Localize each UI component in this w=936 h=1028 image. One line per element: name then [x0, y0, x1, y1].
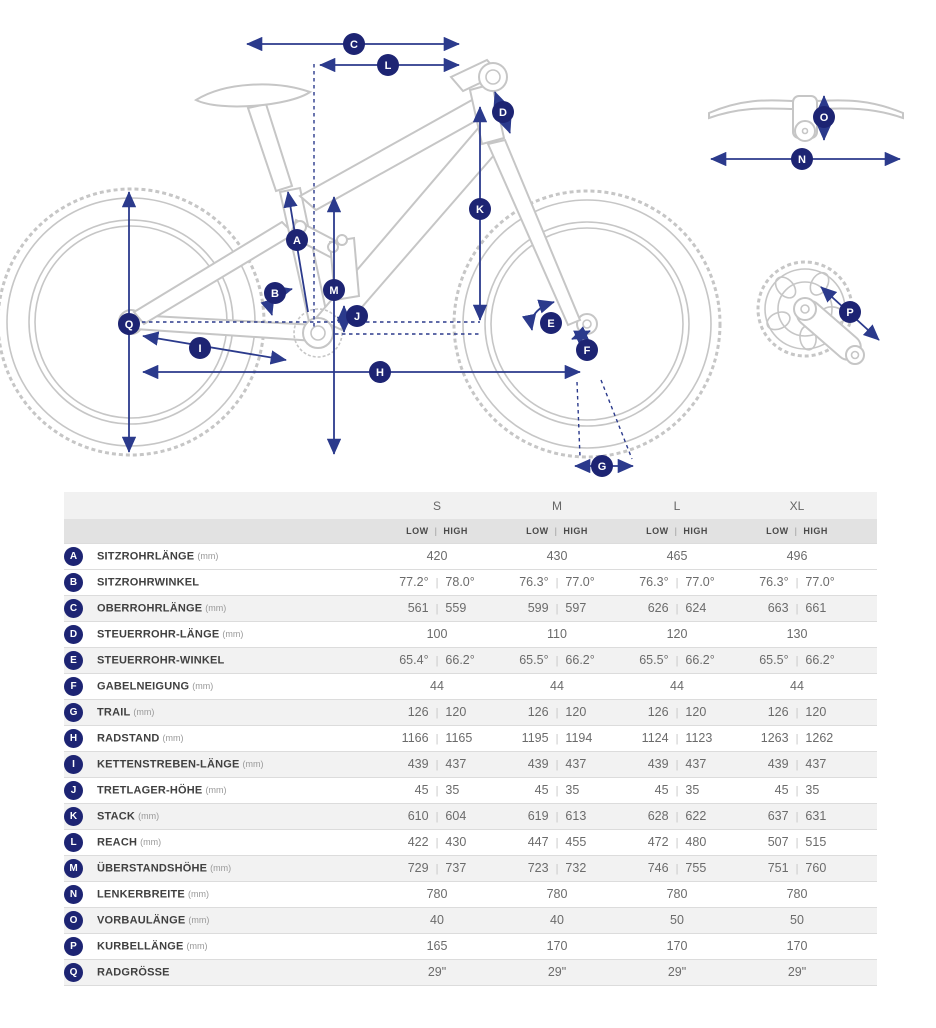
marker-P [839, 301, 861, 323]
row-label: SITZROHRWINKEL [97, 576, 200, 588]
value-cell: 126 | 120 [377, 699, 497, 725]
svg-text:C: C [350, 39, 358, 51]
row-label: LENKERBREITE [97, 888, 185, 900]
lowhigh-header: LOW | HIGH [617, 519, 737, 543]
row-unit: (mm) [162, 733, 184, 743]
value-cell: 40 [377, 907, 497, 933]
value-cell: 430 [497, 543, 617, 569]
table-row-J [64, 777, 877, 803]
value-cell: 130 [737, 621, 857, 647]
seatpost [248, 104, 292, 191]
table-row-K [64, 803, 877, 829]
marker-M [323, 279, 345, 301]
value-cell: 780 [737, 881, 857, 907]
row-label: SITZROHRLÄNGE [97, 550, 195, 562]
table-body [64, 543, 877, 985]
value-cell: 507 | 515 [737, 829, 857, 855]
value-cell: 100 [377, 621, 497, 647]
row-letter-badge: L [64, 833, 83, 852]
row-unit: (mm) [205, 603, 227, 613]
svg-text:J: J [353, 311, 361, 323]
value-cell: 45 | 35 [617, 777, 737, 803]
value-cell: 76.3° | 77.0° [737, 569, 857, 595]
row-letter-badge: C [64, 599, 83, 618]
svg-text:Q: Q [124, 319, 134, 331]
value-cell: 50 [737, 907, 857, 933]
row-label: STEUERROHR-LÄNGE [97, 628, 220, 640]
row-letter-badge: H [64, 729, 83, 748]
value-cell: 126 | 120 [497, 699, 617, 725]
row-letter-badge: A [64, 547, 83, 566]
row-letter-badge: B [64, 573, 83, 592]
value-cell: 29" [377, 959, 497, 985]
value-cell: 65.5° | 66.2° [737, 647, 857, 673]
row-unit: (mm) [187, 889, 209, 899]
marker-K [469, 198, 491, 220]
row-unit: (mm) [222, 629, 244, 639]
value-cell: 472 | 480 [617, 829, 737, 855]
value-cell: 422 | 430 [377, 829, 497, 855]
svg-text:L: L [384, 60, 392, 72]
value-cell: 50 [617, 907, 737, 933]
table-row-I [64, 751, 877, 777]
marker-A [286, 229, 308, 251]
value-cell: 170 [497, 933, 617, 959]
marker-G [591, 455, 613, 477]
seat-tube [280, 188, 328, 326]
table-row-G [64, 699, 877, 725]
size-header-l: L [617, 492, 737, 519]
fork [488, 140, 580, 325]
table-row-H [64, 725, 877, 751]
value-cell: 439 | 437 [497, 751, 617, 777]
value-cell: 44 [377, 673, 497, 699]
svg-text:D: D [499, 107, 507, 119]
size-header-row [64, 492, 877, 519]
row-unit: (mm) [138, 811, 160, 821]
row-letter-badge: O [64, 911, 83, 930]
value-cell: 1124 | 1123 [617, 725, 737, 751]
table-row-A [64, 543, 877, 569]
row-label: RADSTAND [97, 732, 160, 744]
table-row-C [64, 595, 877, 621]
marker-B [264, 282, 286, 304]
table-row-L [64, 829, 877, 855]
value-cell: 45 | 35 [377, 777, 497, 803]
value-cell: 65.5° | 66.2° [497, 647, 617, 673]
table-row-B [64, 569, 877, 595]
row-label: STACK [97, 810, 136, 822]
value-cell: 751 | 760 [737, 855, 857, 881]
value-cell: 496 [737, 543, 857, 569]
value-cell: 663 | 661 [737, 595, 857, 621]
svg-text:N: N [798, 154, 806, 166]
bike-drawing [0, 60, 903, 457]
marker-L [377, 54, 399, 76]
value-cell: 65.5° | 66.2° [617, 647, 737, 673]
row-label: GABELNEIGUNG [97, 680, 190, 692]
value-cell: 619 | 613 [497, 803, 617, 829]
row-letter-badge: N [64, 885, 83, 904]
row-letter-badge: J [64, 781, 83, 800]
value-cell: 165 [377, 933, 497, 959]
table-row-E [64, 647, 877, 673]
row-letter-badge: G [64, 703, 83, 722]
value-cell: 780 [497, 881, 617, 907]
value-cell: 120 [617, 621, 737, 647]
value-cell: 729 | 737 [377, 855, 497, 881]
value-cell: 420 [377, 543, 497, 569]
svg-text:P: P [846, 307, 854, 319]
lowhigh-header: LOW | HIGH [377, 519, 497, 543]
size-header-s: S [377, 492, 497, 519]
row-unit: (mm) [192, 681, 214, 691]
marker-H [369, 361, 391, 383]
marker-C [343, 33, 365, 55]
value-cell: 465 [617, 543, 737, 569]
value-cell: 110 [497, 621, 617, 647]
row-unit: (mm) [210, 863, 232, 873]
value-cell: 44 [497, 673, 617, 699]
row-label: STEUERROHR-WINKEL [97, 654, 225, 666]
value-cell: 126 | 120 [737, 699, 857, 725]
table-row-M [64, 855, 877, 881]
table-row-D [64, 621, 877, 647]
value-cell: 29" [497, 959, 617, 985]
row-unit: (mm) [133, 707, 155, 717]
arrow-I [143, 336, 286, 360]
value-cell: 29" [737, 959, 857, 985]
value-cell: 746 | 755 [617, 855, 737, 881]
value-cell: 439 | 437 [617, 751, 737, 777]
value-cell: 44 [737, 673, 857, 699]
bar-clamp [479, 63, 507, 91]
svg-text:G: G [597, 461, 607, 473]
size-header-m: M [497, 492, 617, 519]
svg-text:O: O [819, 112, 829, 124]
row-unit: (mm) [140, 837, 162, 847]
marker-N [791, 148, 813, 170]
marker-E [540, 312, 562, 334]
value-cell: 1263 | 1262 [737, 725, 857, 751]
row-label: VORBAULÄNGE [97, 914, 186, 926]
value-cell: 780 [377, 881, 497, 907]
value-cell: 170 [737, 933, 857, 959]
row-letter-badge: E [64, 651, 83, 670]
svg-text:A: A [293, 235, 301, 247]
row-letter-badge: Q [64, 963, 83, 982]
value-cell: 637 | 631 [737, 803, 857, 829]
geometry-table [64, 492, 877, 986]
value-cell: 76.3° | 77.0° [617, 569, 737, 595]
value-cell: 599 | 597 [497, 595, 617, 621]
marker-Q [118, 313, 140, 335]
row-letter-badge: I [64, 755, 83, 774]
lowhigh-header: LOW | HIGH [497, 519, 617, 543]
value-cell: 1195 | 1194 [497, 725, 617, 751]
row-letter-badge: D [64, 625, 83, 644]
table-row-F [64, 673, 877, 699]
value-cell: 65.4° | 66.2° [377, 647, 497, 673]
row-label: RADGRÖSSE [97, 966, 170, 978]
row-unit: (mm) [186, 941, 208, 951]
value-cell: 439 | 437 [737, 751, 857, 777]
value-cell: 626 | 624 [617, 595, 737, 621]
value-cell: 44 [617, 673, 737, 699]
row-label: KURBELLÄNGE [97, 940, 184, 952]
value-cell: 40 [497, 907, 617, 933]
table-row-O [64, 907, 877, 933]
row-unit: (mm) [242, 759, 264, 769]
geometry-diagram [0, 0, 936, 492]
size-header-xl: XL [737, 492, 857, 519]
row-label: ÜBERSTANDSHÖHE [97, 862, 208, 874]
svg-text:B: B [271, 288, 279, 300]
svg-text:M: M [329, 285, 339, 297]
row-unit: (mm) [205, 785, 227, 795]
table-row-P [64, 933, 877, 959]
svg-text:F: F [583, 345, 591, 357]
saddle [196, 84, 310, 106]
marker-I [189, 337, 211, 359]
lowhigh-header: LOW | HIGH [737, 519, 857, 543]
row-label: REACH [97, 836, 138, 848]
row-label: KETTENSTREBEN-LÄNGE [97, 758, 240, 770]
marker-O [813, 106, 835, 128]
value-cell: 29" [617, 959, 737, 985]
row-letter-badge: F [64, 677, 83, 696]
value-cell: 77.2° | 78.0° [377, 569, 497, 595]
row-letter-badge: P [64, 937, 83, 956]
svg-text:I: I [198, 343, 202, 355]
value-cell: 439 | 437 [377, 751, 497, 777]
row-label: TRETLAGER-HÖHE [97, 784, 203, 796]
value-cell: 780 [617, 881, 737, 907]
marker-D [492, 101, 514, 123]
value-cell: 126 | 120 [617, 699, 737, 725]
value-cell: 76.3° | 77.0° [497, 569, 617, 595]
svg-text:H: H [376, 367, 384, 379]
value-cell: 628 | 622 [617, 803, 737, 829]
value-cell: 723 | 732 [497, 855, 617, 881]
value-cell: 45 | 35 [737, 777, 857, 803]
value-cell: 610 | 604 [377, 803, 497, 829]
row-unit: (mm) [188, 915, 210, 925]
row-letter-badge: K [64, 807, 83, 826]
geometry-table-wrap [64, 492, 877, 986]
svg-text:E: E [547, 318, 555, 330]
svg-text:K: K [476, 204, 484, 216]
value-cell: 1166 | 1165 [377, 725, 497, 751]
table-row-N [64, 881, 877, 907]
marker-F [576, 339, 598, 361]
row-letter-badge: M [64, 859, 83, 878]
value-cell: 45 | 35 [497, 777, 617, 803]
row-unit: (mm) [197, 551, 219, 561]
value-cell: 170 [617, 933, 737, 959]
handlebar-topview [709, 96, 903, 141]
chainstay [133, 315, 316, 341]
table-row-Q [64, 959, 877, 985]
row-label: TRAIL [97, 706, 131, 718]
value-cell: 561 | 559 [377, 595, 497, 621]
marker-J [346, 305, 368, 327]
value-cell: 447 | 455 [497, 829, 617, 855]
front-wheel [454, 191, 720, 457]
row-label: OBERROHRLÄNGE [97, 602, 203, 614]
subheader-row [64, 519, 877, 543]
